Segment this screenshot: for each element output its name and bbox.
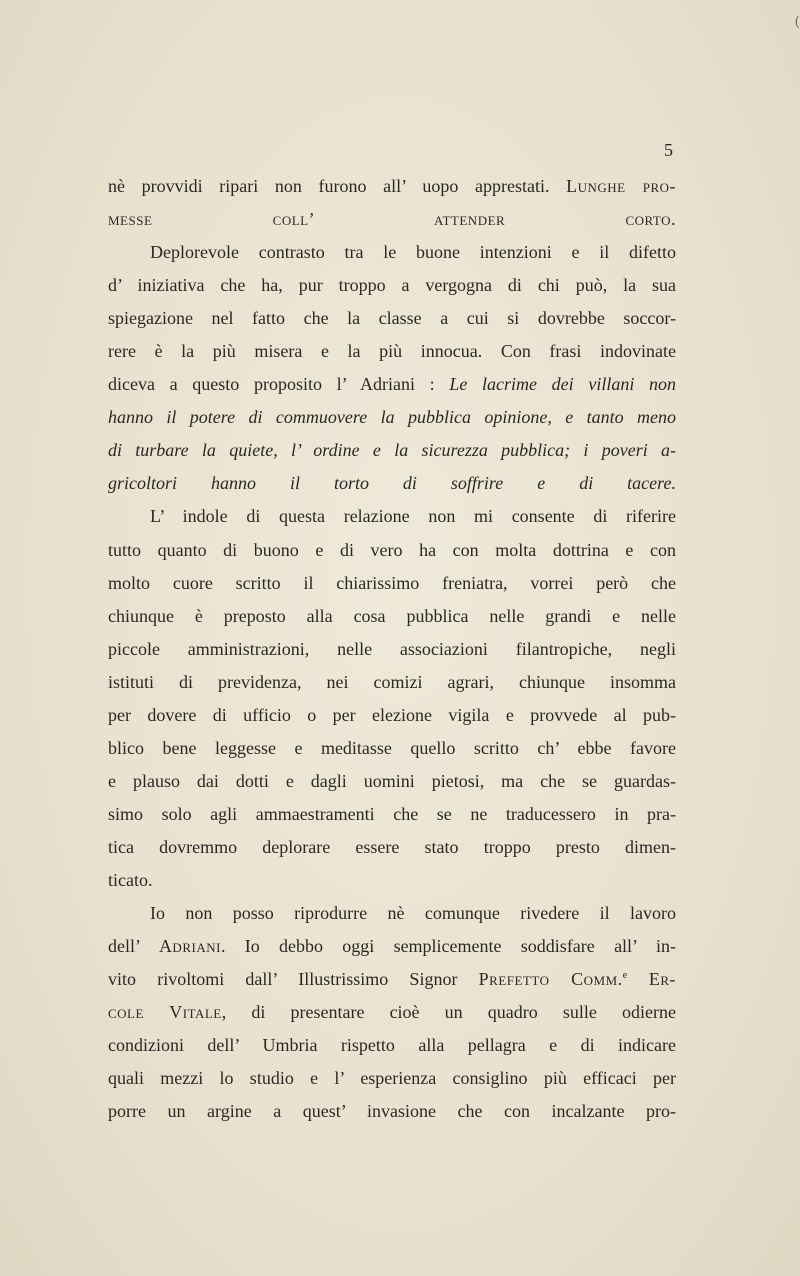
text-span: ticato. <box>108 869 153 890</box>
text-span: molto cuore scritto il chiarissimo freniatra, vorrei però che <box>108 572 676 593</box>
text-line <box>108 500 676 533</box>
italic-text: di turbare la quiete, l’ ordine e la sicurezza pubblica; i poveri a- <box>108 440 676 461</box>
text-span: d’ iniziativa che ha, pur troppo a vergogna di chi può, la sua <box>108 275 676 296</box>
text-line <box>108 203 676 236</box>
small-caps-text: messe coll’ attender corto. <box>108 209 676 230</box>
text-span: Io non posso riprodurre nè comunque rivedere il lavoro <box>150 903 676 924</box>
text-line <box>108 765 676 798</box>
text-line <box>108 467 676 500</box>
text-span: istituti di previdenza, nei comizi agrari, chiunque insomma <box>108 671 676 692</box>
text-span: , di presentare cioè un quadro sulle odierne <box>221 1002 676 1023</box>
text-line <box>108 996 676 1029</box>
text-line <box>108 302 676 335</box>
text-line <box>108 434 676 467</box>
text-span: rere è la più misera e la più innocua. Con frasi indovinate <box>108 341 676 362</box>
text-line <box>108 236 676 269</box>
page-number: 5 <box>664 140 673 160</box>
text-span: e <box>622 970 628 982</box>
text-line <box>108 666 676 699</box>
text-line <box>108 368 676 401</box>
text-line <box>108 831 676 864</box>
text-span: chiunque è preposto alla cosa pubblica nelle grandi e nelle <box>108 605 676 626</box>
text-line <box>108 897 676 930</box>
italic-text: gricoltori hanno il torto di soffrire e di tacere. <box>108 473 676 494</box>
text-span: . Io debbo oggi semplicemente soddisfare all’ in- <box>220 936 676 957</box>
text-line <box>108 567 676 600</box>
text-span: condizioni dell’ Umbria rispetto alla pellagra e di indicare <box>108 1035 676 1056</box>
italic-text: hanno il potere di commuovere la pubblica opinione, e tanto meno <box>108 407 676 428</box>
text-line <box>108 963 676 996</box>
small-caps-text: Prefetto Comm. <box>478 969 623 990</box>
text-span: blico bene leggesse e meditasse quello scritto ch’ ebbe favore <box>108 737 676 758</box>
text-span: quali mezzi lo studio e l’ esperienza consiglino più efficaci per <box>108 1068 676 1089</box>
text-span: tica dovremmo deplorare essere stato troppo presto dimen- <box>108 836 676 857</box>
text-span: per dovere di ufficio o per elezione vigila e provvede al pub- <box>108 704 676 725</box>
small-caps-text: Er- <box>627 969 676 990</box>
text-line <box>108 401 676 434</box>
text-span: e plauso dai dotti e dagli uomini pietosi, ma che se guardas- <box>108 770 676 791</box>
text-line <box>108 864 676 897</box>
text-span: dell’ <box>108 936 159 957</box>
text-span: Deplorevole contrasto tra le buone intenzioni e il difetto <box>150 242 676 263</box>
text-line <box>108 170 676 203</box>
text-line <box>108 335 676 368</box>
text-line <box>108 732 676 765</box>
text-span: diceva a questo proposito l’ Adriani : <box>108 374 450 395</box>
text-span: vito rivoltomi dall’ Illustrissimo Signor <box>108 969 479 990</box>
text-line <box>108 600 676 633</box>
small-caps-text: Lunghe pro- <box>566 176 676 196</box>
text-line <box>108 1029 676 1062</box>
text-span: L’ indole di questa relazione non mi consente di riferire <box>150 506 676 527</box>
text-line <box>108 633 676 666</box>
edge-mark: ( <box>794 14 800 30</box>
small-caps-text: cole Vitale <box>108 1002 222 1023</box>
text-span: piccole amministrazioni, nelle associazioni filantropiche, negli <box>108 638 676 659</box>
text-line <box>108 1062 676 1095</box>
text-span: tutto quanto di buono e di vero ha con molta dottrina e con <box>108 539 676 560</box>
text-line <box>108 699 676 732</box>
small-caps-text: Adriani <box>158 936 221 957</box>
text-line <box>108 798 676 831</box>
text-line <box>108 534 676 567</box>
text-span: nè provvidi ripari non furono all’ uopo apprestati. <box>108 176 567 196</box>
italic-text: Le lacrime dei villani non <box>449 374 677 395</box>
text-span: spiegazione nel fatto che la classe a cui si dovrebbe soccor- <box>108 308 676 329</box>
text-line <box>108 269 676 302</box>
text-line <box>108 930 676 963</box>
text-line <box>108 1095 676 1128</box>
text-span: porre un argine a quest’ invasione che con incalzante pro- <box>108 1101 676 1122</box>
body-text <box>108 170 676 1128</box>
text-span: simo solo agli ammaestramenti che se ne traducessero in pra- <box>108 803 676 824</box>
